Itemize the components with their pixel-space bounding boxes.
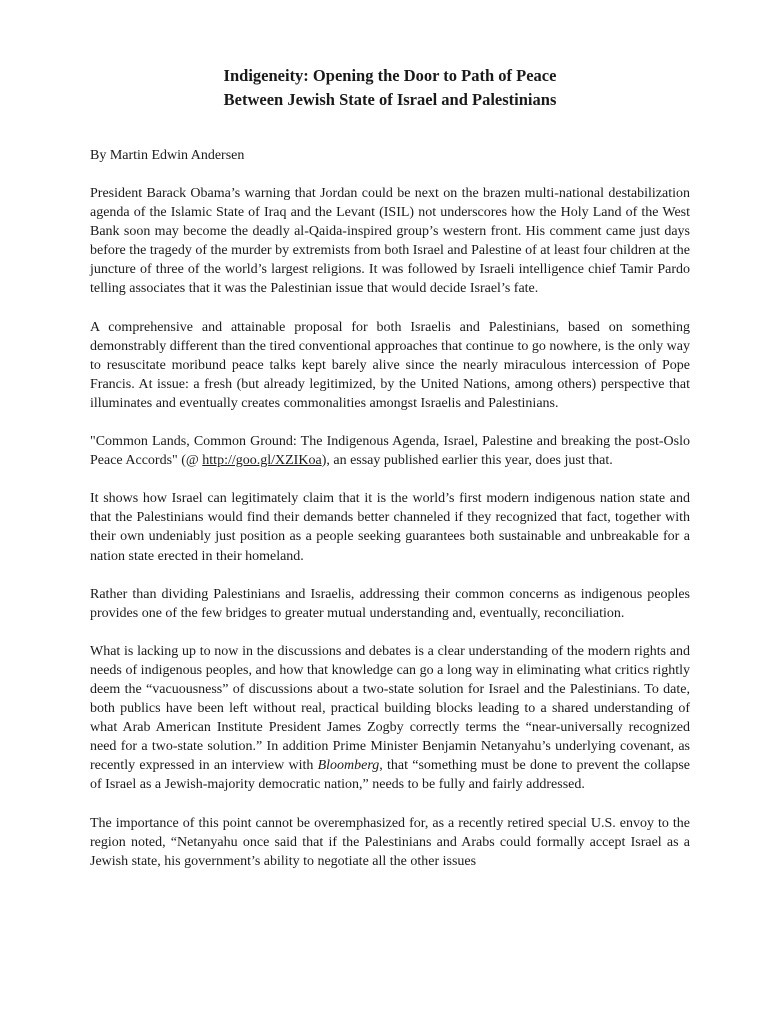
paragraph-1: President Barack Obama’s warning that Jordan could be next on the brazen multi-national destabilization agenda of the Islamic State of Iraq and the Levant (ISIL) not underscores how the Holy Land of the West Bank soon may become the deadly al-Qaida-inspired group’s western front. His comment came just days before the tragedy of the murder by extremists from both Israel and Palestine of at least four children at the juncture of three of the world’s largest religions. It was followed by Israeli intelligence chief Tamir Pardo telling associates that it was the Palestinian issue that would decide Israel’s fate. <box>90 186 690 297</box>
title-line-1: Indigeneity: Opening the Door to Path of Peace <box>223 66 557 85</box>
paragraph-6-text-start: What is lacking up to now in the discussions and debates is a clear understanding of the modern rights and needs of indigenous peoples, and how that knowledge can go a long way in eliminating what critics rightly deem the “vacuousness” of discussions about a two-state solution for Israel and the Palestinians. To date, both publics have been left without real, practical building blocks leading to a shared understanding of what Arab American Institute President James Zogby correctly terms the “near-universally recognized need for a two-state solution.” In addition Prime Minister Benjamin Netanyahu’s underlying covenant, as recently expressed in an interview with <box>90 643 690 774</box>
paragraph-7: The importance of this point cannot be overemphasized for, as a recently retired special U.S. envoy to the region noted, “Netanyahu once said that if the Palestinians and Arabs could formally accept Israel as a Jewish state, his government’s ability to negotiate all the other issues <box>90 815 690 869</box>
paragraph-6-text-end: , that “something must be done to prevent the collapse of Israel as a Jewish-majority democratic nation,” needs to be fully and fairly addressed. <box>90 758 690 793</box>
paragraph-2: A comprehensive and attainable proposal for both Israelis and Palestinians, based on something demonstrably different than the tired conventional approaches that continue to go nowhere, is the only way to resuscitate moribund peace talks kept barely alive since the nearly miraculous intercession of Pope Francis. At issue: a fresh (but already legitimized, by the United Nations, among others) perspective that illuminates and eventually creates commonalities amongst Israelis and Palestinians. <box>90 319 690 411</box>
paragraph-3 <box>90 432 690 470</box>
paragraph-6 <box>90 642 690 795</box>
paragraph-4: It shows how Israel can legitimately claim that it is the world’s first modern indigenous nation state and that the Palestinians would find their demands better channeled if they recognized that fact, together with their own undeniably just position as a people seeking guarantees both sustainable and unbreakable for a nation state erected in their homeland. <box>90 491 690 564</box>
byline: By Martin Edwin Andersen <box>90 148 245 163</box>
paragraph-3-text-end: ), an essay published earlier this year, does just that. <box>321 453 613 469</box>
paragraph-5: Rather than dividing Palestinians and Israelis, addressing their common concerns as indigenous peoples provides one of the few bridges to greater mutual understanding and, eventually, reconciliation. <box>90 586 690 621</box>
page-title <box>90 64 690 112</box>
essay-link[interactable]: http://goo.gl/XZIKoa <box>202 453 322 469</box>
title-line-2: Between Jewish State of Israel and Palestinians <box>223 90 557 109</box>
bloomberg-italic: Bloomberg <box>317 758 380 774</box>
paragraph-3-text-start: "Common Lands, Common Ground: The Indigenous Agenda, Israel, Palestine and breaking the post-Oslo Peace Accords" (@ <box>90 434 690 469</box>
